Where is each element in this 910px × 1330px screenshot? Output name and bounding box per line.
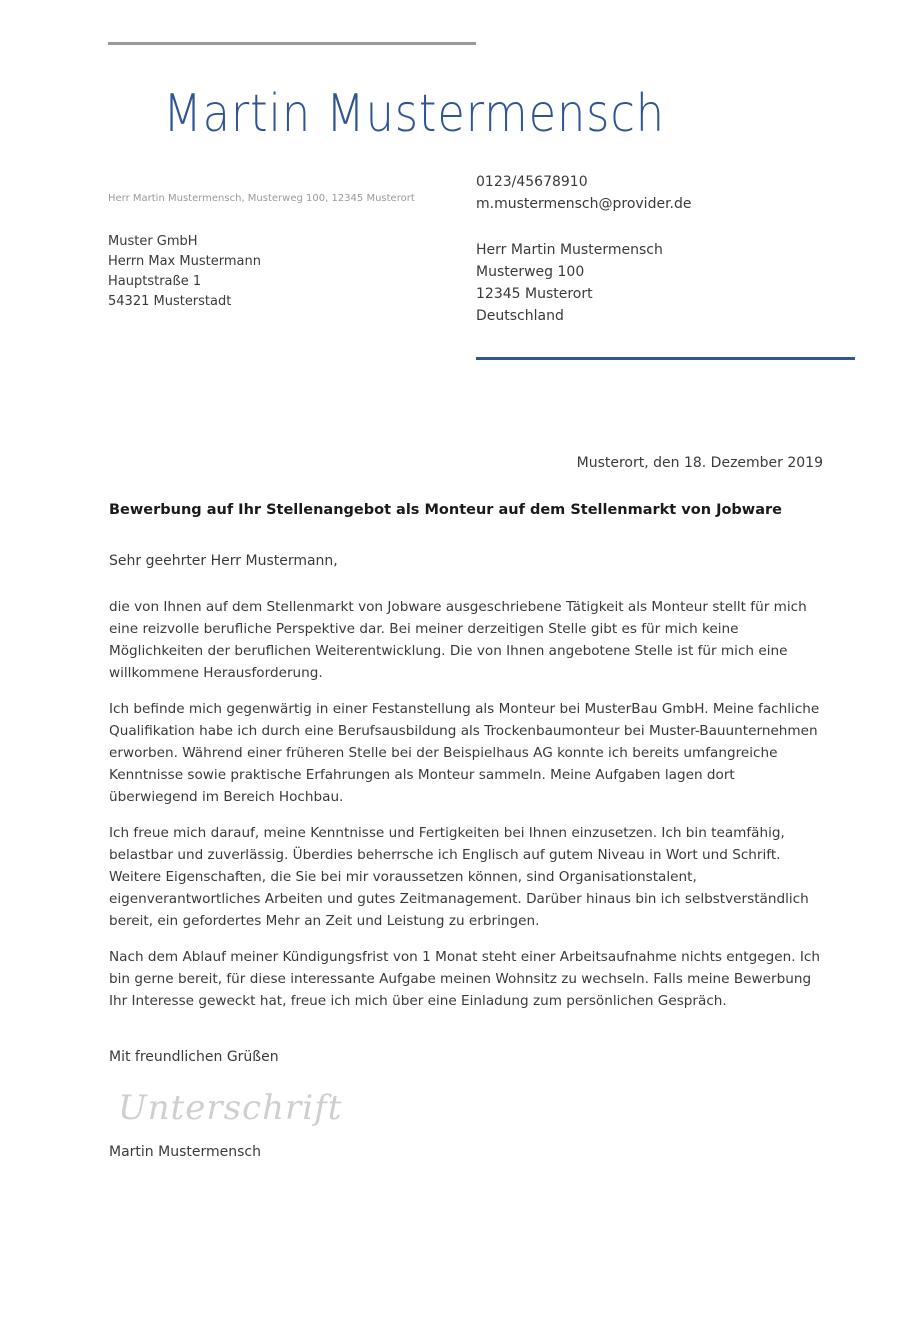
sender-return-address: Herr Martin Mustermensch, Musterweg 100, 12345 Musterort: [108, 193, 415, 204]
signed-name: Martin Mustermensch: [109, 1144, 261, 1160]
body-paragraph: Nach dem Ablauf meiner Kündigungsfrist von 1 Monat steht einer Arbeitsaufnahme nichts entgegen. Ich bin gerne bereit, für diese interessante Aufgabe meinen Wohnsitz zu wechseln. Falls meine Bewerbung Ihr Interesse geweckt hat, freue ich mich über eine Einladung zum persönlichen Gespräch.: [109, 949, 820, 1009]
sender-city: 12345 Musterort: [476, 286, 593, 302]
recipient-city: 54321 Musterstadt: [108, 294, 232, 309]
email-address: m.mustermensch@provider.de: [476, 196, 692, 212]
body-paragraph: Ich befinde mich gegenwärtig in einer Festanstellung als Monteur bei MusterBau GmbH. Meine fachliche Qualifikation habe ich durch eine Berufsausbildung als Trockenbaumonteur bei Muster-Bauunternehmen erworben. Während einer früheren Stelle bei der Beispielhaus AG konnte ich bereits umfangreiche Kenntnisse sowie praktische Erfahrungen als Monteur sammeln. Meine Aufgaben lagen dort überwiegend im Bereich Hochbau.: [109, 701, 820, 805]
recipient-company: Muster GmbH: [108, 234, 198, 249]
phone-number: 0123/45678910: [476, 174, 588, 190]
address-divider-rule: [476, 357, 855, 360]
closing-phrase: Mit freundlichen Grüßen: [109, 1049, 279, 1065]
salutation: Sehr geehrter Herr Mustermann,: [109, 553, 338, 569]
sender-name: Herr Martin Mustermensch: [476, 242, 663, 258]
sender-country: Deutschland: [476, 308, 564, 324]
applicant-name-heading: Martin Mustermensch: [163, 84, 665, 144]
signature-placeholder: Unterschrift: [118, 1088, 343, 1128]
sender-address: [476, 239, 663, 327]
sender-street: Musterweg 100: [476, 264, 585, 280]
recipient-address: [108, 232, 261, 312]
letter-body: [109, 596, 821, 1026]
header-top-rule: [108, 42, 476, 45]
body-paragraph: Ich freue mich darauf, meine Kenntnisse und Fertigkeiten bei Ihnen einzusetzen. Ich bin teamfähig, belastbar und zuverlässig. Überdies beherrsche ich Englisch auf gutem Niveau in Wort und Schrift. Weitere Eigenschaften, die Sie bei mir voraussetzen können, sind Organisationstalent, eigenverantwortliches Arbeiten und gutes Zeitmanagement. Darüber hinaus bin ich selbstverständlich bereit, ein gefordertes Mehr an Zeit und Leistung zu erbringen.: [109, 825, 809, 929]
body-paragraph: die von Ihnen auf dem Stellenmarkt von Jobware ausgeschriebene Tätigkeit als Monteur stellt für mich eine reizvolle berufliche Perspektive dar. Bei meiner derzeitigen Stelle gibt es für mich keine Möglichkeiten der beruflichen Weiterentwicklung. Die von Ihnen angebotene Stelle ist für mich eine willkommene Herausforderung.: [109, 599, 807, 681]
letter-date: Musterort, den 18. Dezember 2019: [576, 455, 823, 471]
contact-info: [476, 171, 692, 215]
letter-subject: Bewerbung auf Ihr Stellenangebot als Monteur auf dem Stellenmarkt von Jobware: [109, 502, 782, 518]
recipient-contact: Herrn Max Mustermann: [108, 254, 261, 269]
recipient-street: Hauptstraße 1: [108, 274, 202, 289]
